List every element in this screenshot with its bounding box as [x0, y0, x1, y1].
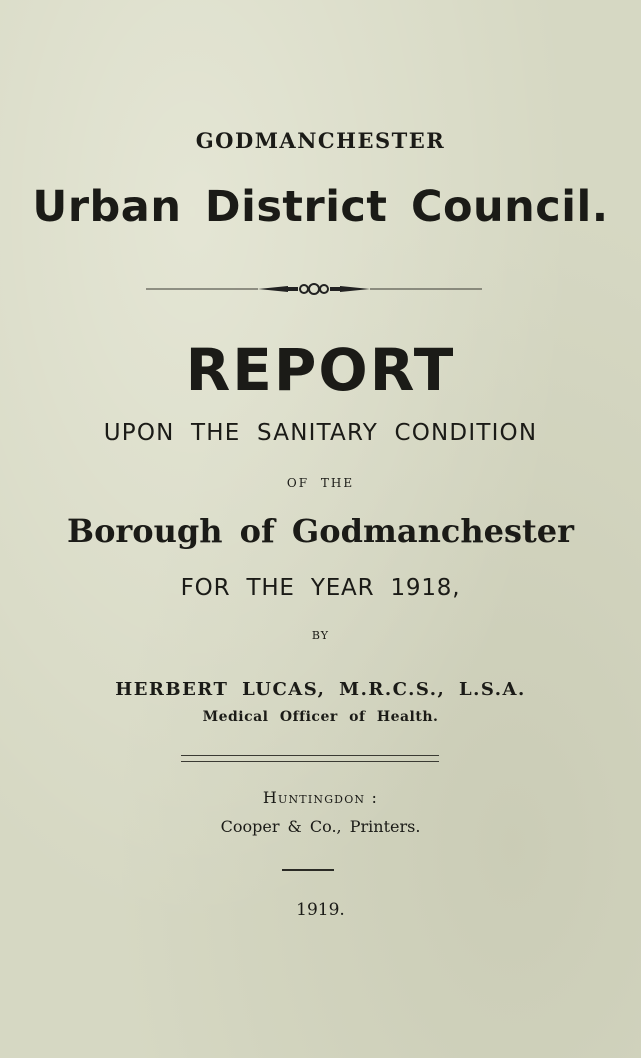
ornamental-divider: [146, 279, 482, 299]
short-rule-divider: [282, 869, 334, 871]
double-rule-divider: [181, 755, 439, 762]
publication-year: 1919.: [296, 900, 345, 920]
by-label: BY: [311, 629, 330, 642]
borough-name: Borough of Godmanchester: [67, 512, 574, 550]
report-subject: UPON THE SANITARY CONDITION: [103, 420, 538, 446]
town-name: GODMANCHESTER: [195, 128, 446, 153]
author-name: HERBERT LUCAS, M.R.C.S., L.S.A.: [115, 679, 526, 700]
author-title: Medical Officer of Health.: [202, 709, 439, 725]
printer-name: Cooper & Co., Printers.: [220, 817, 421, 836]
report-heading: REPORT: [185, 336, 456, 404]
publication-place: Huntingdon :: [262, 788, 379, 807]
of-the-label: OF THE: [286, 476, 355, 490]
council-name: Urban District Council.: [32, 182, 609, 232]
year-line: FOR THE YEAR 1918,: [180, 575, 461, 601]
